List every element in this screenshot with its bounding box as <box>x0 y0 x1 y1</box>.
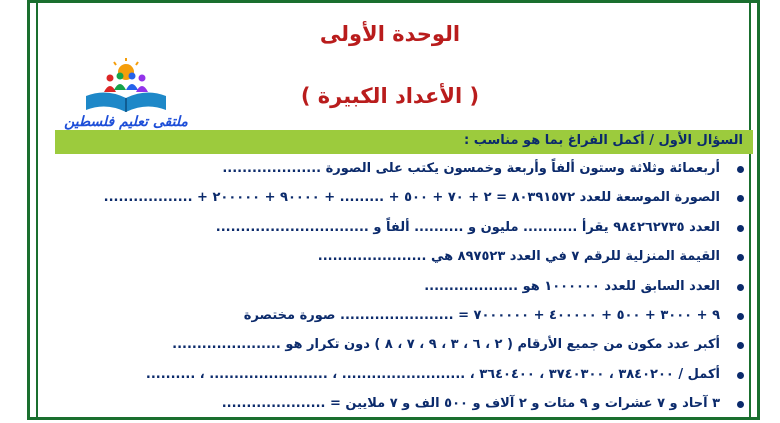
list-item <box>60 393 720 422</box>
item-text: العدد السابق للعدد ١٠٠٠٠٠٠ هو ................... <box>424 278 720 294</box>
question-label: السؤال الأول / أكمل الفراغ بما هو مناسب : <box>464 133 743 148</box>
item-text: أربعمائة وثلاثة وستون ألفاً وأربعة وخمسون يكتب على الصورة .................... <box>222 161 720 176</box>
item-text: القيمة المنزلية للرقم ٧ في العدد ٨٩٧٥٢٣ هي ...................... <box>317 249 720 265</box>
bullet-icon <box>737 225 744 232</box>
bullet-icon <box>737 166 744 173</box>
question-items <box>60 158 720 423</box>
list-item <box>60 334 720 363</box>
item-text: أكمل / ٣٨٤٠٢٠٠ ، ٣٧٤٠٣٠٠ ، ٣٦٤٠٤٠٠ ، ......................... ، ........................ ، .......... <box>145 366 720 382</box>
item-text: أكبر عدد مكون من جميع الأرقام ( ٢ ، ٦ ، ٣ ، ٩ ، ٧ ، ٨ ) دون تكرار هو ...................... <box>172 337 720 353</box>
bullet-icon <box>737 313 744 320</box>
unit-title: الوحدة الأولى <box>319 22 461 46</box>
item-text: العدد ٩٨٤٢٦٢٧٣٥ يقرأ ........... مليون و .......... ألفاً و ............................... <box>215 219 720 235</box>
list-item <box>60 246 720 275</box>
bullet-icon <box>737 372 744 379</box>
list-item <box>60 158 720 187</box>
bullet-icon <box>737 284 744 291</box>
list-item <box>60 305 720 334</box>
item-text: ٣ آحاد و ٧ عشرات و ٩ مئات و ٢ آلاف و ٥٠٠ الف و ٧ ملايين = ..................... <box>221 396 720 412</box>
list-item <box>60 187 720 216</box>
question-bar <box>55 130 753 154</box>
list-item <box>60 364 720 393</box>
lesson-title: ( الأعداد الكبيرة ) <box>300 84 480 108</box>
list-item <box>60 276 720 305</box>
logo-text: ملتقى تعليم فلسطين <box>64 114 188 130</box>
list-item <box>60 217 720 246</box>
item-text: الصورة الموسعة للعدد ٨٠٣٩١٥٧٢ = ٢ + ٧٠ + ٥٠٠ + ......... + ٩٠٠٠٠ + ٢٠٠٠٠٠ + .................. <box>103 190 720 206</box>
item-text: ٩ + ٣٠٠٠ + ٥٠٠ + ٤٠٠٠٠٠ + ٧٠٠٠٠٠٠ = ....................... صورة مختصرة <box>243 307 720 323</box>
